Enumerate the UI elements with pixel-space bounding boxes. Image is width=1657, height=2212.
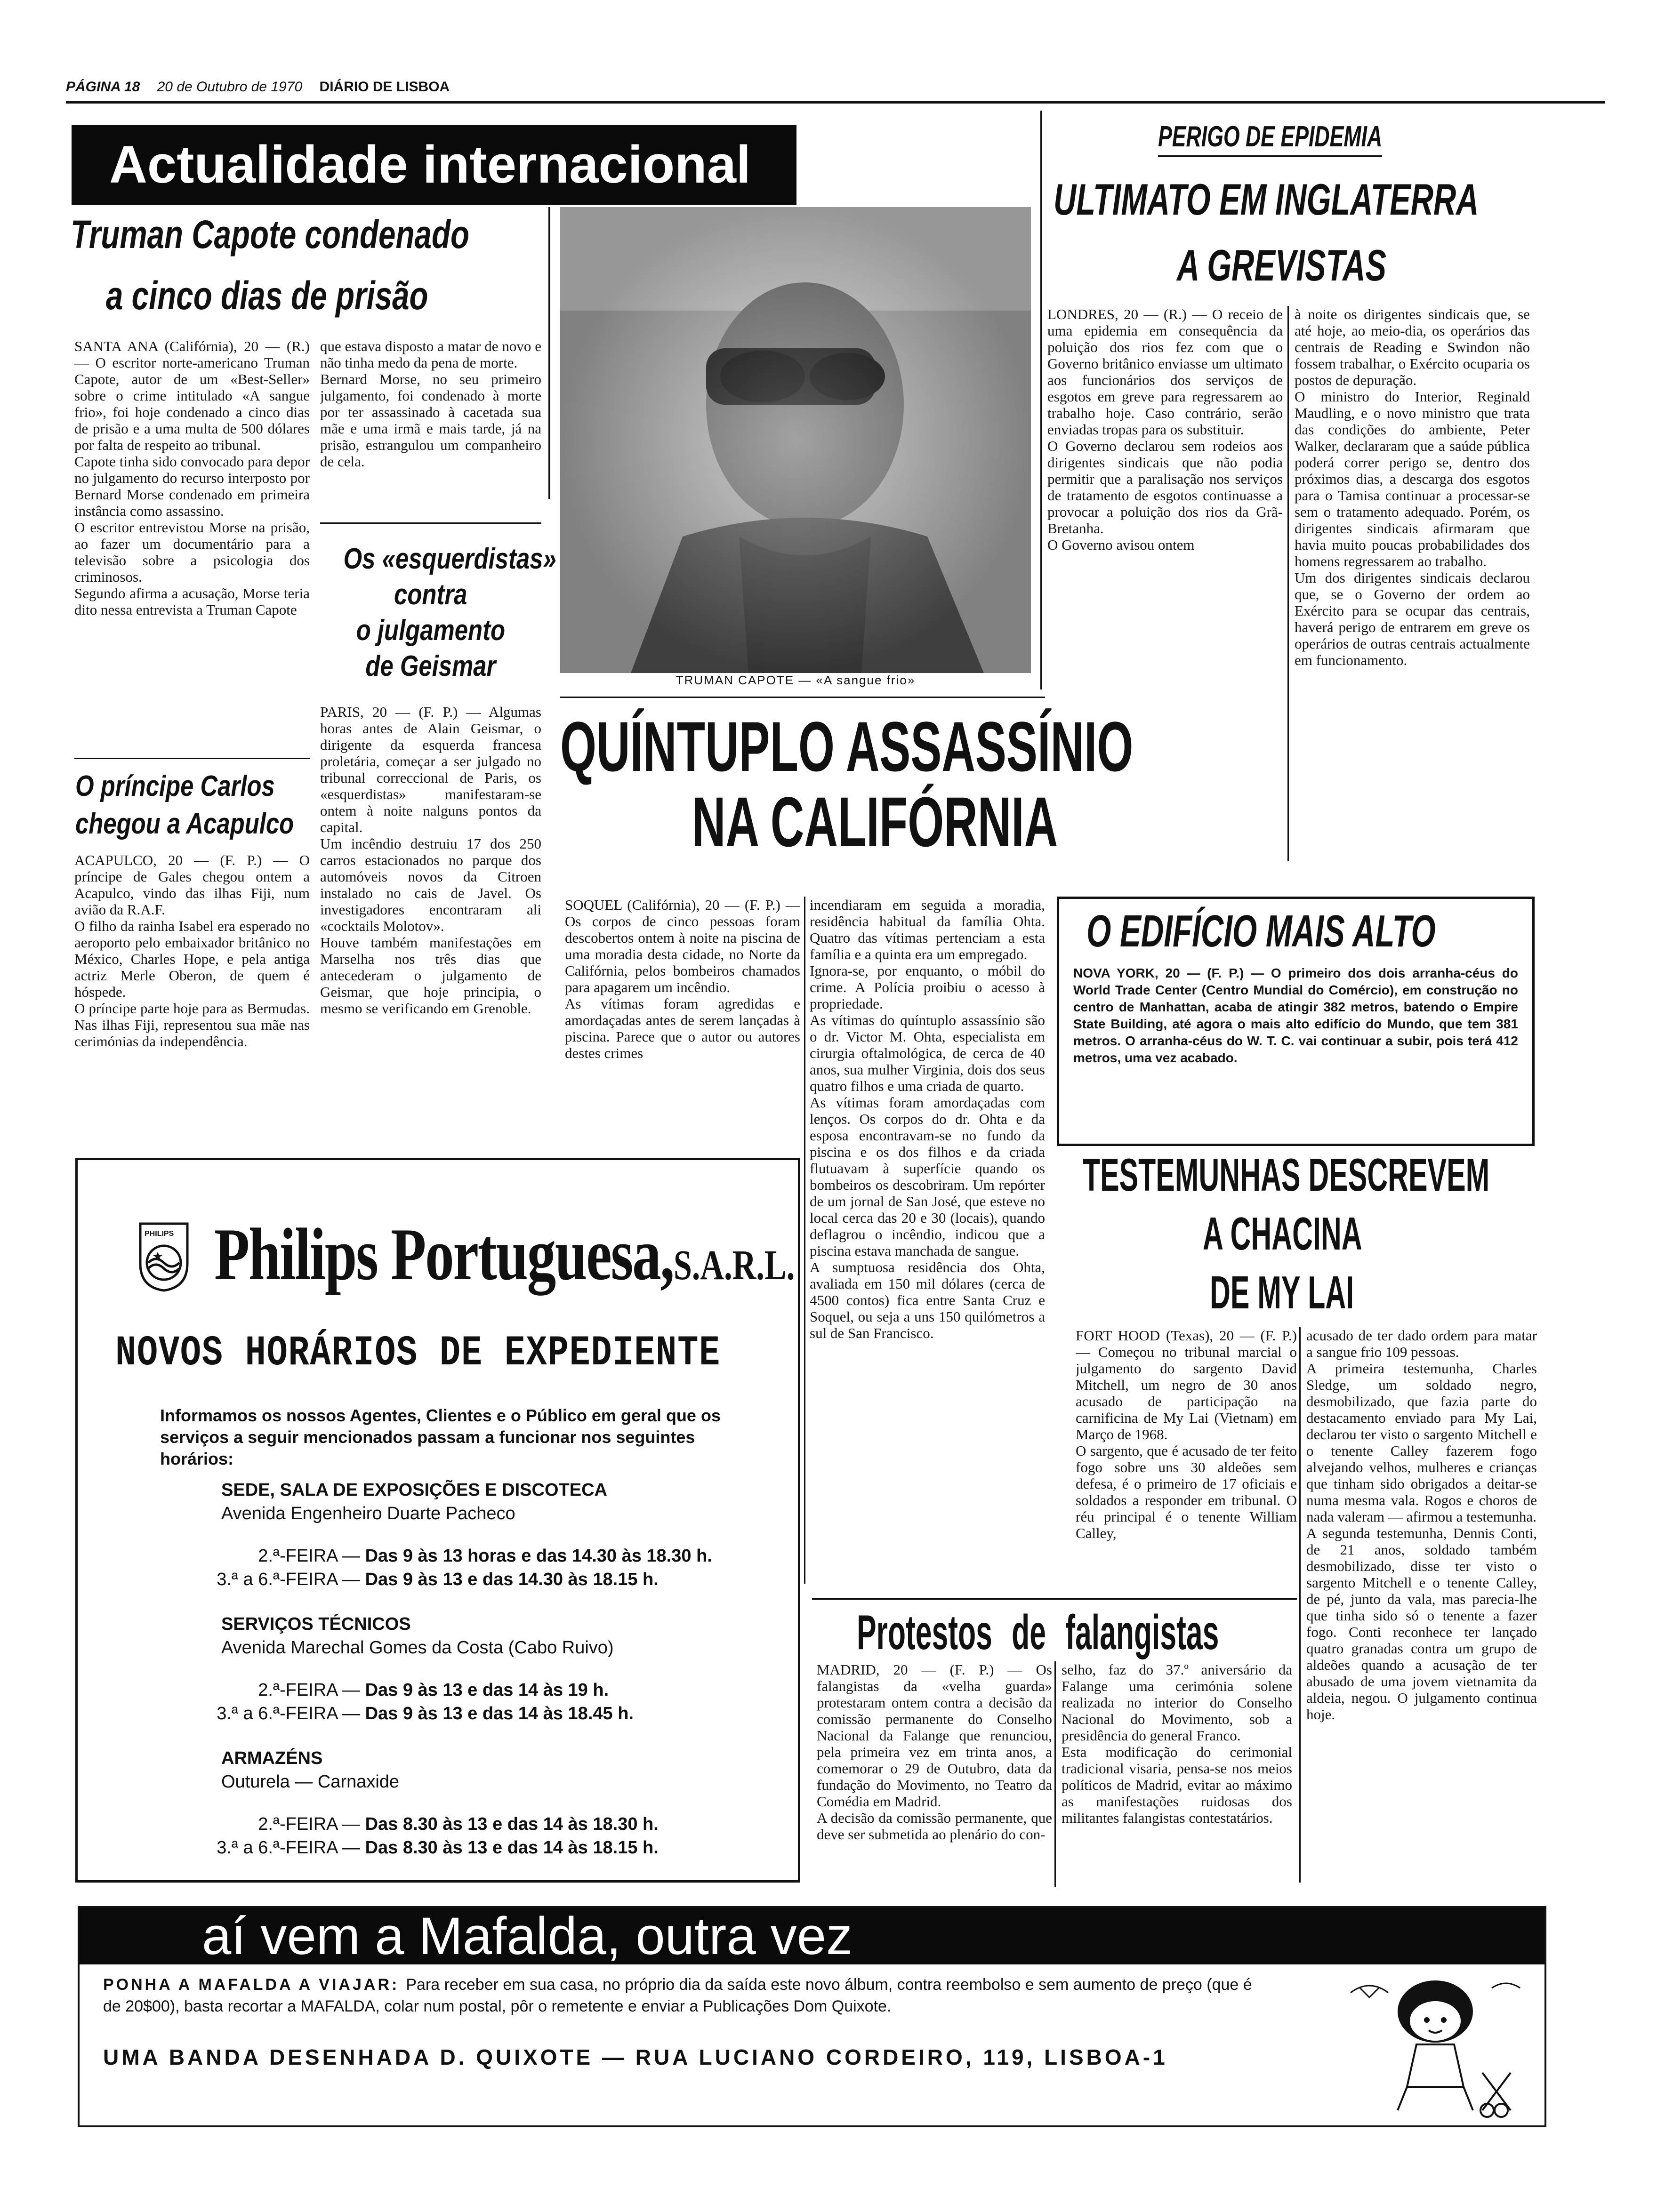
philips-section-address: Outurela — Carnaxide <box>221 1772 400 1792</box>
epidemia-headline-1: ULTIMATO EM INGLATERRA <box>1054 175 1479 224</box>
philips-hours-times: Das 9 às 13 horas e das 14.30 às 18.30 h. <box>365 1546 712 1566</box>
portrait-illustration <box>560 207 1031 673</box>
mafalda-cartoon-icon <box>1322 1969 1529 2124</box>
philips-hours-days: 2.ª-FEIRA — <box>258 1814 360 1834</box>
philips-hours-row <box>186 1838 798 1858</box>
column-rule <box>1040 111 1042 689</box>
philips-company-name <box>214 1212 795 1298</box>
paper-name: DIÁRIO DE LISBOA <box>319 79 450 95</box>
epidemia-headline-2: A GREVISTAS <box>1177 240 1386 290</box>
quintuplo-top-rule <box>560 697 1045 698</box>
mafalda-body <box>103 1974 1256 2017</box>
geismar-headline-line: contra <box>394 578 467 611</box>
philips-hours-days: 2.ª-FEIRA — <box>258 1680 360 1700</box>
capote-headline-1: Truman Capote condenado <box>71 212 469 256</box>
capote-text-col1: SANTA ANA (Califórnia), 20 — (R.) — O escritor norte-americano Truman Capote, autor de um «Best-Seller» sobre o crime intitulado «A sangue frio», foi hoje condenado a cinco dias de prisão e a uma multa de 500 dólares por falta de respeito ao tribunal. Capote tinha sido convocado para depor no julgamento do recurso interposto por Bernard Morse condenado em primeira instância como assassino. O escritor entrevistou Morse na prisão, ao fazer um documentário para a televisão sobre a psicologia dos criminosos. Segundo afirma a acusação, Morse teria dito nessa entrevista a Truman Capote <box>74 338 310 618</box>
epidemia-kicker: PERIGO DE EPIDEMIA <box>1158 120 1382 157</box>
epidemia-text-col2: à noite os dirigentes sindicais que, se até hoje, ao meio-dia, os operários das centrais de Reading e Swindon não fossem trabalhar, o Exército ocuparia os postos de depuração. O ministro do Interior, Reginald Maudling, e o novo ministro que trata das condições do ambiente, Peter Walker, declararam que a saúde pública poderá correr perigo se, dentro dos próximos dias, a descarga dos esgotos para o Tamisa continuar a processar-se sem o tratamento adequado. Porém, os dirigentes sindicais afirmaram que havia muito poucas probabilidades dos homens regressarem ao trabalho. Um dos dirigentes sindicais declarou que, se o Governo der ordem ao Exército para se ocupar das centrais, haverá perigo de entrarem em greve os operários de outras centrais actualmente em funcionamento. <box>1295 306 1530 668</box>
capote-text-col2: que estava disposto a matar de novo e não tinha medo da pena de morte. Bernard Morse, no seu primeiro julgamento, foi condenado à morte por ter assassinado à cacetada sua mãe e uma irmã e mais tarde, já na prisão, estrangulou um companheiro de cela. <box>320 338 541 470</box>
section-banner <box>72 125 796 205</box>
mylai-headline-2: A CHACINA <box>1203 1208 1362 1259</box>
edificio-box <box>1057 897 1535 1146</box>
philips-hours-days: 3.ª a 6.ª-FEIRA — <box>217 1838 360 1858</box>
capote-photo <box>560 207 1031 673</box>
edificio-headline: O EDIFÍCIO MAIS ALTO <box>1086 906 1436 956</box>
column-rule <box>1054 1661 1056 1887</box>
philips-hours-times: Das 8.30 às 13 e das 14 às 18.15 h. <box>365 1838 659 1858</box>
issue-date: 20 de Outubro de 1970 <box>157 79 303 95</box>
philips-logo-text: PHILIPS <box>145 1230 174 1238</box>
capote-headline-2: a cinco dias de prisão <box>106 273 428 318</box>
edificio-text: NOVA YORK, 20 — (F. P.) — O primeiro dos dois arranha-céus do World Trade Center (Centro Mundial do Comércio), em construção no centro de Manhattan, acaba de atingir 382 metros, batendo o Empire State Building, até agora o mais alto edifício do Mundo, que tem 381 metros. O arranha-céus do W. T. C. vai continuar a subir, pois terá 412 metros, uma vez acabado. <box>1073 966 1518 1065</box>
philips-hours-days: 3.ª a 6.ª-FEIRA — <box>217 1570 360 1589</box>
quintuplo-text-col1: SOQUEL (Califórnia), 20 — (F. P.) — Os corpos de cinco pessoas foram descobertos ontem à noite na piscina de uma moradia desta cidade, no Norte da Califórnia, pelos bombeiros chamados para apagarem um incêndio. As vítimas foram agredidas e amordaçadas antes de serem lançadas à piscina. Parece que o autor ou autores destes crimes <box>565 897 800 1061</box>
philips-hours-row <box>186 1680 798 1700</box>
capote-photo-caption: TRUMAN CAPOTE — «A sangue frio» <box>676 673 916 687</box>
mafalda-headline-bar <box>80 1908 1544 1964</box>
philips-section-address: Avenida Engenheiro Duarte Pacheco <box>221 1504 515 1523</box>
geismar-top-rule <box>320 522 541 524</box>
philips-ad <box>75 1158 800 1883</box>
philips-hours-times: Das 9 às 13 e das 14.30 às 18.15 h. <box>365 1570 659 1589</box>
epidemia-text-col1: LONDRES, 20 — (R.) — O receio de uma epidemia em consequência da poluição dos rios fez com que o Governo britânico enviasse um ultimato aos funcionários dos serviços de esgotos em greve para regressarem ao trabalho hoje. Caso contrário, serão enviadas tropas para os substituir. O Governo declarou sem rodeios aos dirigentes sindicais que não podia permitir que a paralisação nos serviços de tratamento de esgotos continuasse a provocar a poluição dos rios da Grã-Bretanha. O Governo avisou ontem <box>1047 306 1283 553</box>
philips-headline: NOVOS HORÁRIOS DE EXPEDIENTE <box>115 1330 721 1378</box>
philips-section-address: Avenida Marechal Gomes da Costa (Cabo Ruivo) <box>221 1638 614 1658</box>
mafalda-illustration <box>1322 1969 1529 2124</box>
falangistas-headline: Protestos de falangistas <box>857 1605 1219 1660</box>
philips-hours-row <box>186 1704 798 1724</box>
philips-hours-times: Das 9 às 13 e das 14 às 19 h. <box>365 1680 609 1700</box>
philips-intro: Informamos os nossos Agentes, Clientes e o Público em geral que os serviços a seguir mencionados passam a funcionar nos seguintes horários: <box>160 1406 721 1468</box>
geismar-text: PARIS, 20 — (F. P.) — Algumas horas antes de Alain Geismar, o dirigente da esquerda francesa proletária, começar a ser julgado no tribunal correccional de Paris, os «esquerdistas» manifestaram-se ontem à noite nalguns pontos da capital. Um incêndio destruiu 17 dos 250 carros estacionados no parque dos automóveis novos da Citroen instalado no cais de Javel. Os investigadores encontraram ali «cocktails Molotov». Houve também manifestações em Marselha nos três dias que antecederam o julgamento de Geismar, que hoje principia, o mesmo se verificando em Grenoble. <box>320 704 541 1017</box>
masthead <box>66 79 537 103</box>
mafalda-callout: PONHA A MAFALDA A VIAJAR: <box>103 1976 400 1994</box>
geismar-headline <box>320 541 556 684</box>
column-rule <box>1287 306 1289 861</box>
quintuplo-headline-1: QUÍNTUPLO ASSASSÍNIO <box>560 707 1134 786</box>
geismar-headline-line: de Geismar <box>365 650 496 682</box>
falangistas-text-col1: MADRID, 20 — (F. P.) — Os falangistas da «velha guarda» protestaram ontem contra a decisão da comissão permanente do Conselho Nacional da Falange que renunciou, pela primeira vez em trinta anos, a comemorar o 29 de Outubro, data da fundação do Movimento, no Teatro da Comédia em Madrid. A decisão da comissão permanente, que deve ser submetida ao plenário do con- <box>817 1661 1052 1843</box>
mafalda-offer-text: Para receber em sua casa, no próprio dia da saída este novo álbum, contra reembolso e sem aumento de preço (que é de 20$00), basta recortar a MAFALDA, colar num postal, pôr o remetente e enviar a Publicações Dom Quixote. <box>103 1976 1252 2015</box>
quintuplo-headline-2: NA CALIFÓRNIA <box>692 782 1058 861</box>
quintuplo-text-col2: incendiaram em seguida a moradia, residência habitual da família Ohta. Quatro das vítimas pertenciam a esta família e a quinta era um empregado. Ignora-se, por enquanto, o móbil do crime. A Polícia proibiu o acesso à propriedade. As vítimas do quíntuplo assassínio são o dr. Victor M. Ohta, especialista em cirurgia oftalmológica, de cerca de 40 anos, sua mulher Virginia, dois dos seus quatro filhos e uma criada de quarto. As vítimas foram amordaçadas com lenços. Os corpos do dr. Ohta e da esposa encontravam-se no fundo da piscina e os dos filhos e da criada flutuavam à superfície quando os bombeiros os descobriram. Um repórter de um jornal de San José, que esteve no local cerca das 20 e 30 (locais), quando deflagrou o incêndio, indicou que a piscina estava manchada de sangue. A sumptuosa residência dos Ohta, avaliada em 150 mil dólares (cerca de 4500 contos) fica entre Santa Cruz e Soquel, ou seja a uns 150 quilómetros a sul de San Francisco. <box>810 897 1045 1341</box>
philips-logo <box>138 1221 190 1292</box>
carlos-text: ACAPULCO, 20 — (F. P.) — O príncipe de Gales chegou ontem a Acapulco, vindo das ilhas Fiji, num avião da R.A.F. O filho da rainha Isabel era esperado no aeroporto pelo embaixador britânico no México, Charles Hope, e pela antiga actriz Merle Oberon, de quem é hóspede. O príncipe parte hoje para as Bermudas. Nas ilhas Fiji, representou sua mãe nas cerimónias da independência. <box>74 852 310 1050</box>
falangistas-text-col2: selho, faz do 37.º aniversário da Falange uma cerimónia solene realizada no interior do Conselho Nacional do Movimento, sob a presidência do general Franco. Esta modificação do cerimonial tradicional visaria, pensa-se nos meios políticos de Madrid, evitar ao máximo as manifestações ruidosas dos militantes falangistas contestatários. <box>1062 1661 1292 1826</box>
philips-hours-times: Das 8.30 às 13 e das 14 às 18.30 h. <box>365 1814 659 1834</box>
carlos-top-rule <box>74 758 310 759</box>
section-banner-text: Actualidade internacional <box>109 135 751 194</box>
carlos-headline-2: chegou a Acapulco <box>75 808 294 840</box>
mylai-headline-1: TESTEMUNHAS DESCREVEM <box>1083 1149 1490 1201</box>
mafalda-footer: UMA BANDA DESENHADA D. QUIXOTE — RUA LUCIANO CORDEIRO, 119, LISBOA-1 <box>103 2045 1168 2069</box>
geismar-headline-line: o julgamento <box>356 614 506 647</box>
philips-hours-days: 3.ª a 6.ª-FEIRA — <box>217 1704 360 1723</box>
philips-section-name: SEDE, SALA DE EXPOSIÇÕES E DISCOTECA <box>221 1480 607 1500</box>
column-rule <box>804 897 805 1584</box>
mylai-text-col1: FORT HOOD (Texas), 20 — (F. P.) — Começou no tribunal marcial o julgamento do sargento David Mitchell, um negro de 30 anos acusado de participação na carnificina de My Lai (Vietnam) em Março de 1968. O sargento, que é acusado de ter feito fogo sobre uns 30 aldeões sem defesa, é o primeiro de 17 oficiais e soldados a responder em tribunal. O réu principal é o tenente William Calley, <box>1076 1327 1297 1541</box>
philips-section-name: ARMAZÉNS <box>221 1748 323 1768</box>
mafalda-headline: aí vem a Mafalda, outra vez <box>202 1907 853 1965</box>
philips-company-text: Philips Portuguesa, <box>214 1213 674 1296</box>
masthead-rule <box>66 101 1605 104</box>
page-number: PÁGINA 18 <box>66 79 140 95</box>
falangistas-top-rule <box>812 1598 1297 1600</box>
geismar-headline-line: Os «esquerdistas» <box>343 543 556 575</box>
philips-hours-times: Das 9 às 13 e das 14 às 18.45 h. <box>365 1704 634 1723</box>
mafalda-ad <box>78 1906 1546 2127</box>
column-rule <box>548 207 550 499</box>
carlos-headline-1: O príncipe Carlos <box>75 770 275 802</box>
philips-hours-row <box>186 1546 798 1566</box>
column-rule <box>1299 1327 1301 1883</box>
philips-section-name: SERVIÇOS TÉCNICOS <box>221 1614 411 1634</box>
philips-hours-row <box>186 1814 798 1835</box>
mylai-text-col2: acusado de ter dado ordem para matar a sangue frio 109 pessoas. A primeira testemunha, Charles Sledge, um soldado negro, desmobilizado, que fazia parte do destacamento enviado para My Lai, declarou ter visto o sargento Mitchell e o tenente Calley fazerem fogo alvejando velhos, mulheres e crianças que tinham sido obrigados a deitar-se numa mesma vala. Rogos e choros de nada valeram — afirmou a testemunha. A segunda testemunha, Dennis Conti, de 21 anos, soldado também desmobilizado, disse ter visto o sargento Mitchell e o tenente Calley, de pé, junto da vala, mas parecia-lhe que tinha sido só o tenente a fazer fogo. Conti reconhece ter lançado quatro granadas contra um grupo de aldeões quando a acusação de ter abusado de uma jovem vietnamita da aldeia, negou. O julgamento continua hoje. <box>1306 1327 1537 1723</box>
mylai-headline-3: DE MY LAI <box>1210 1266 1354 1318</box>
philips-hours-row <box>186 1570 798 1590</box>
philips-hours-days: 2.ª-FEIRA — <box>258 1546 360 1566</box>
philips-company-suffix: S.A.R.L. <box>673 1242 795 1289</box>
